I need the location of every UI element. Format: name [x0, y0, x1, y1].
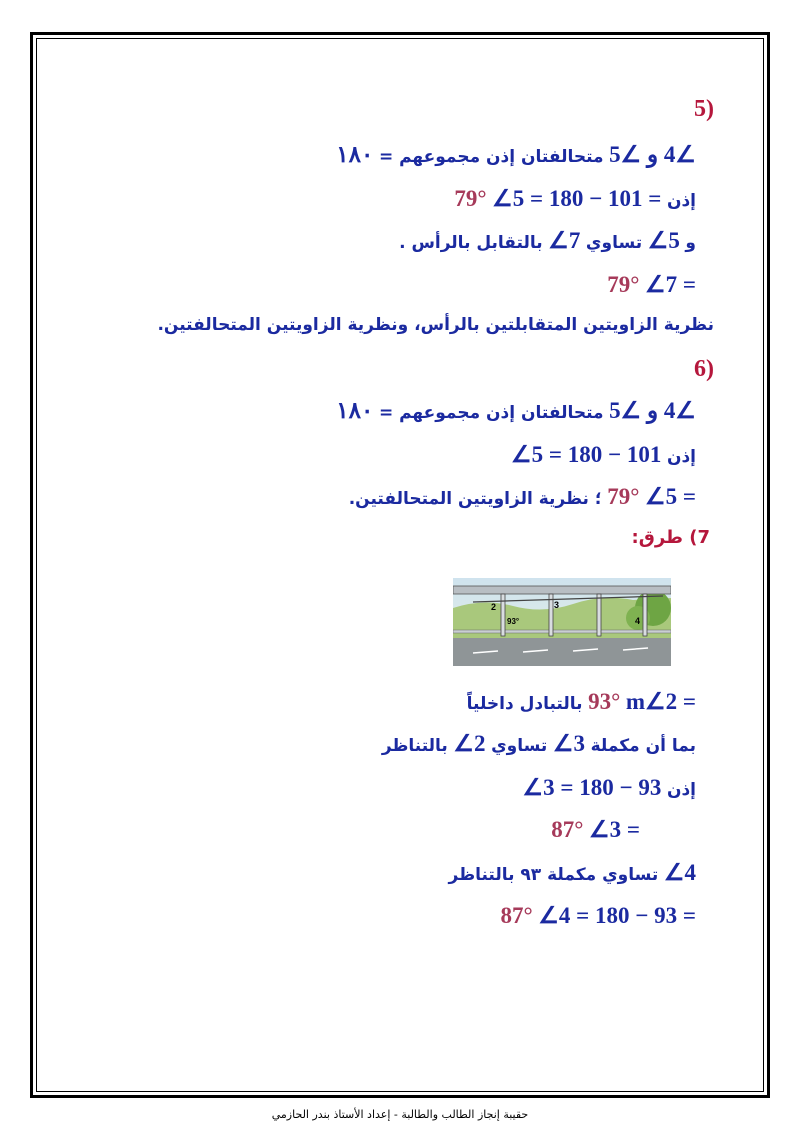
q7-line-4	[551, 817, 640, 843]
q5-l3-mid: تساوي	[585, 233, 643, 253]
figure-angle-label: 93°	[507, 617, 520, 626]
q5-l3-expr1: ∠5	[647, 228, 680, 253]
figure-label-3: 3	[554, 600, 560, 610]
q6-l3-expr: ∠5 =	[645, 484, 696, 509]
road-guardrail-figure	[453, 578, 671, 666]
q5-l2-answer: 79°	[454, 186, 487, 211]
q6-l2-text: إذن	[666, 447, 696, 467]
q7-l5-expr: ∠4	[663, 860, 696, 885]
q7-label	[632, 527, 710, 548]
figure-bottom-rail	[453, 630, 671, 633]
q5-l2-expr: ∠5 = 180 − 101 =	[492, 186, 662, 211]
q7-l2-expr1: ∠3	[552, 731, 586, 756]
q5-l1-expr: ∠4 و ∠5	[609, 142, 696, 167]
figure-label-4: 4	[635, 616, 641, 626]
q6-l1-expr: ∠4 و ∠5	[609, 398, 696, 423]
q5-l3-post: بالتقابل بالرأس .	[399, 233, 543, 253]
q7-line-1	[467, 689, 696, 715]
q5-l2-text: إذن	[666, 191, 696, 211]
figure-label-2: 2	[491, 602, 497, 612]
q7-l3-text: إذن	[666, 780, 696, 800]
q5-l3-expr2: ∠7	[548, 228, 581, 253]
q6-line-2	[511, 442, 696, 468]
q7-l2-expr2: ∠2	[453, 731, 486, 756]
q5-l3-pre: و	[685, 233, 696, 253]
q7-l5-text: تساوي مكملة ٩٣ بالتناظر	[448, 865, 659, 885]
q5-l4-expr: ∠7 =	[645, 272, 696, 297]
q7-l1-text: بالتبادل داخلياً	[466, 694, 583, 714]
page-footer: حقيبة إنجاز الطالب والطالبة - إعداد الأستاذ بندر الحازمي	[271, 1108, 529, 1121]
q6-l3-text: ؛ نظرية الزاويتين المتحالفتين.	[348, 489, 602, 509]
q5-l1-text: متحالفتان إذن مجموعهم =	[378, 147, 604, 167]
q7-l2-mid: تساوي	[491, 736, 548, 756]
q7-l6-answer: 87°	[500, 903, 533, 928]
q7-l2-pre: بما أن مكملة	[590, 736, 696, 756]
q6-line-1	[336, 398, 696, 424]
q7-line-2	[382, 731, 696, 757]
q5-line-3	[399, 228, 696, 254]
q7-l4-expr: ∠3 =	[589, 817, 640, 842]
q6-number: (6	[694, 356, 714, 382]
q5-label	[694, 96, 714, 123]
q6-l1-text: متحالفتان إذن مجموعهم =	[378, 403, 604, 423]
q7-title: 7) طرق:	[631, 527, 710, 548]
q5-l4-answer: 79°	[607, 272, 640, 297]
q7-l4-answer: 87°	[551, 817, 584, 842]
q7-line-5	[449, 860, 697, 886]
q7-line-6	[501, 903, 696, 929]
q5-l5-text: نظرية الزاويتين المتقابلتين بالرأس، ونظرية الزاويتين المتحالفتين.	[157, 315, 714, 335]
q7-l3-expr: ∠3 = 180 − 93	[522, 775, 662, 800]
q6-label	[694, 356, 714, 383]
q6-l2-expr: ∠5 = 180 − 101	[511, 442, 662, 467]
q5-l1-num: ١٨٠	[336, 142, 374, 167]
q5-line-4	[607, 272, 696, 298]
q6-l1-num: ١٨٠	[336, 398, 374, 423]
q6-l3-answer: 79°	[607, 484, 640, 509]
q5-line-5	[157, 315, 714, 335]
q7-l6-expr: ∠4 = 180 − 93 =	[538, 903, 696, 928]
figure-top-rail	[453, 586, 671, 594]
q7-l1-expr: m∠2 =	[625, 689, 696, 714]
q7-l2-post: بالتناظر	[381, 736, 448, 756]
q7-line-3	[523, 775, 696, 801]
q5-line-1	[336, 142, 696, 168]
q5-line-2	[454, 186, 696, 212]
q5-number: (5	[694, 96, 714, 122]
q6-line-3	[349, 484, 696, 510]
q7-l1-answer: 93°	[588, 689, 621, 714]
